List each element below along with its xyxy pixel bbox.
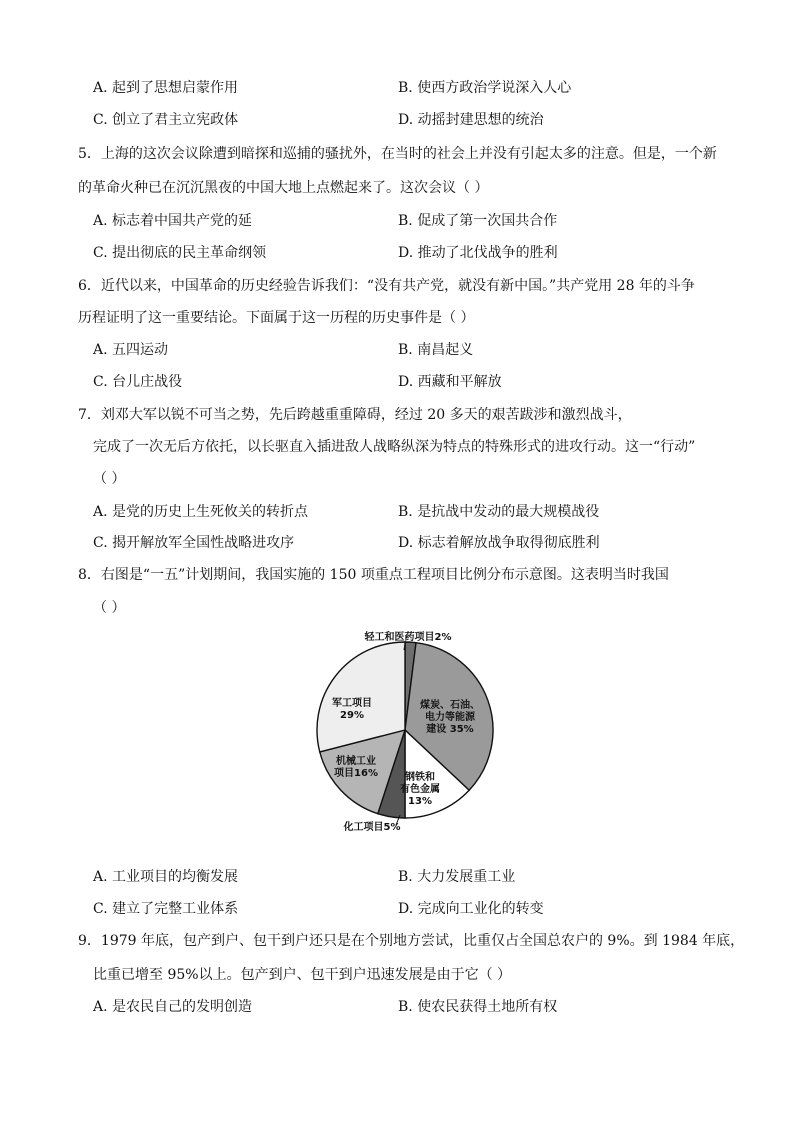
pie-slice-label: 煤炭、石油、	[420, 700, 480, 711]
pie-slice-label: 29%	[340, 710, 364, 721]
q8-option-d: D. 完成向工业化的转变	[398, 901, 544, 917]
q5-stem-line-1: 5．上海的这次会议除遭到暗探和巡捕的骚扰外，在当时的社会上并没有引起太多的注意。但是，一个新	[78, 146, 717, 162]
q6-option-d: D. 西藏和平解放	[398, 374, 502, 390]
q7-option-a: A. 是党的历史上生死攸关的转折点	[93, 504, 309, 520]
q9-stem-line-1: 9．1979 年底，包产到户、包干到户还只是在个别地方尝试，比重仅占全国总农户的 9%。到 1984 年底，	[78, 933, 745, 949]
pie-slice-label: 建设 35%	[426, 724, 474, 735]
q4-option-d: D. 动摇封建思想的统治	[398, 112, 544, 128]
q5-option-d: D. 推动了北伐战争的胜利	[398, 245, 558, 261]
q7-stem-line-3: （ ）	[93, 471, 126, 487]
q8-option-c: C. 建立了完整工业体系	[93, 901, 239, 917]
q6-option-b: B. 南昌起义	[398, 342, 474, 358]
q8-option-a: A. 工业项目的均衡发展	[93, 869, 239, 885]
q5-option-c: C. 提出彻底的民主革命纲领	[93, 245, 267, 261]
pie-slice-label: 电力等能源	[425, 712, 475, 723]
pie-slice-label: 项目16%	[334, 768, 378, 779]
pie-slice-label: 化工项目5%	[343, 822, 401, 833]
pie-slice-label: 军工项目	[332, 698, 372, 709]
q6-stem-line-2: 历程证明了这一重要结论。下面属于这一历程的历史事件是（ ）	[78, 310, 475, 326]
pie-slice-label: 机械工业	[336, 756, 376, 767]
q5-option-a: A. 标志着中国共产党的延	[93, 213, 253, 229]
q9-stem-line-2: 比重已增至 95%以上。包产到户、包干到户迅速发展是由于它（ ）	[93, 967, 512, 983]
q5-stem-line-2: 的革命火种已在沉沉黑夜的中国大地上点燃起来了。这次会议（ ）	[78, 180, 489, 196]
q7-stem-line-2: 完成了一次无后方依托，以长驱直入插进敌人战略纵深为特点的特殊形式的进攻行动。这一“行动”	[93, 439, 696, 455]
pie-slice-label: 13%	[408, 796, 432, 807]
q9-option-b: B. 使农民获得土地所有权	[398, 999, 558, 1015]
q6-option-a: A. 五四运动	[93, 342, 169, 358]
pie-slice-label: 钢铁和	[405, 772, 435, 783]
q4-option-a: A. 起到了思想启蒙作用	[93, 80, 239, 96]
q8-stem-line-1: 8．右图是“一五”计划期间，我国实施的 150 项重点工程项目比例分布示意图。这表明当时我国	[78, 567, 669, 583]
q7-option-b: B. 是抗战中发动的最大规模战役	[398, 504, 600, 520]
q6-stem-line-1: 6．近代以来，中国革命的历史经验告诉我们：“没有共产党，就没有新中国。”共产党用 28 年的斗争	[78, 278, 695, 294]
pie-chart	[300, 620, 510, 840]
q4-option-c: C. 创立了君主立宪政体	[93, 112, 239, 128]
q6-option-c: C. 台儿庄战役	[93, 374, 183, 390]
pie-slice-label: 有色金属	[400, 784, 440, 795]
q7-option-c: C. 揭开解放军全国性战略进攻序	[93, 535, 295, 551]
pie-chart-svg	[300, 620, 510, 840]
q8-stem-line-2: （ ）	[93, 600, 126, 616]
q4-option-b: B. 使西方政治学说深入人心	[398, 80, 572, 96]
q7-stem-line-1: 7．刘邓大军以锐不可当之势，先后跨越重重障碍，经过 20 多天的艰苦跋涉和激烈战斗，	[78, 407, 632, 423]
q9-option-a: A. 是农民自己的发明创造	[93, 999, 253, 1015]
pie-slice-label: 轻工和医药项目2%	[364, 632, 452, 643]
q8-option-b: B. 大力发展重工业	[398, 869, 516, 885]
q5-option-b: B. 促成了第一次国共合作	[398, 213, 558, 229]
q7-option-d: D. 标志着解放战争取得彻底胜利	[398, 535, 600, 551]
